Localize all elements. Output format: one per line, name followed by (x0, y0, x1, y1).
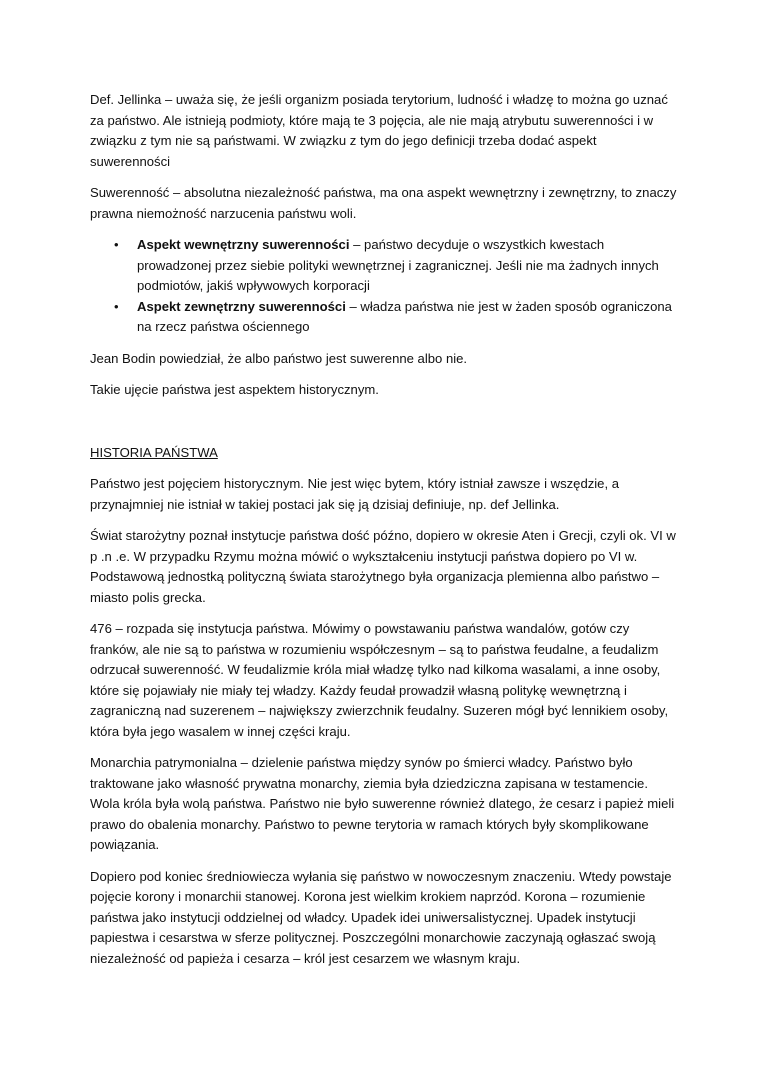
list-item (90, 235, 678, 297)
paragraph-history-4: Monarchia patrymonialna – dzielenie państwa między synów po śmierci władcy. Państwo było traktowane jako własność prywatna monarchy, ziemia była dziedziczna zapisana w testamencie. Wola króla była wolą państwa. Państwo nie było suwerenne również dlatego, że cesarz i papież mieli prawo do obalenia monarchy. Państwo to pewne terytoria w ramach których były skomplikowane powiązania. (90, 755, 675, 852)
bullet-icon: • (114, 237, 119, 252)
section-heading: HISTORIA PAŃSTWA (90, 444, 218, 460)
paragraph-history-2: Świat starożytny poznał instytucje państwa dość późno, dopiero w okresie Aten i Grecji, czyli ok. VI w p .n .e. W przypadku Rzymu można mówić o wykształceniu instytucji państwa dopiero po VI w. Podstawową jednostką polityczną świata starożytnego była organizacja plemienna albo państwo – miasto polis grecka. (90, 528, 676, 605)
list-item-term: Aspekt zewnętrzny suwerenności (137, 298, 346, 314)
list-item-text: – władza państwa nie jest w żaden sposób ograniczona na rzecz państwa ościennego (137, 298, 672, 334)
paragraph-history-3: 476 – rozpada się instytucja państwa. Mówimy o powstawaniu państwa wandalów, gotów czy franków, ale nie są to państwa w rozumieniu współczesnym – są to państwa feudalne, a feudalizm odrzucał suwerenność. W feudalizmie króla miał władzę tylko nad kilkoma wasalami, a inne osoby, które się pojawiały nie miały tej władzy. Każdy feudał prowadził własną politykę wewnętrzną i zagraniczną nad suzerenem – największy zwierzchnik feudalny. Suzeren mógł być lennikiem osoby, która była jego wasalem w innej części kraju. (90, 621, 669, 739)
paragraph-history-5: Dopiero pod koniec średniowiecza wyłania się państwo w nowoczesnym znaczeniu. Wtedy powstaje pojęcie korony i monarchii stanowej. Korona jest wielkim krokiem naprzód. Korona – rozumienie państwa jako instytucji oddzielnej od władcy. Upadek idei uniwersalistycznej. Upadek instytucji papiestwa i cesarstwa w sferze politycznej. Poszczególni monarchowie zaczynają ogłaszać swoją niezależność od papieża i cesarza – król jest cesarzem we własnym kraju. (90, 868, 672, 966)
bullet-icon: • (114, 298, 119, 314)
sovereignty-aspects-list (90, 235, 678, 338)
document-page (90, 90, 678, 980)
list-item-text: – państwo decyduje o wszystkich kwestach prowadzonej przez siebie polityki wewnętrznej i zagranicznej. Jeśli nie ma żadnych innych podmiotów, jakiś wpływowych korporacji (137, 237, 659, 293)
list-item-term: Aspekt wewnętrzny suwerenności (137, 237, 350, 252)
paragraph-sovereignty-definition: Suwerenność – absolutna niezależność państwa, ma ona aspekt wewnętrzny i zewnętrzny, to znaczy prawna niemożność narzucenia państwu woli. (90, 185, 677, 221)
paragraph-history-1: Państwo jest pojęciem historycznym. Nie jest więc bytem, który istniał zawsze i wszędzie, a przynajmniej nie istniał w takiej postaci jak się ją dzisiaj definiuje, np. def Jellinka. (90, 476, 620, 512)
paragraph-bodin: Jean Bodin powiedział, że albo państwo jest suwerenne albo nie. (90, 350, 468, 366)
list-item (90, 297, 678, 338)
paragraph-jellinek-definition: Def. Jellinka – uważa się, że jeśli organizm posiada terytorium, ludność i władzę to można go uznać za państwo. Ale istnieją podmioty, które mają te 3 pojęcia, ale nie mają atrybutu suwerenności i w związku z tym nie są państwami. W związku z tym do jego definicji trzeba dodać aspekt suwerenności (90, 92, 668, 169)
paragraph-historic-aspect: Takie ujęcie państwa jest aspektem historycznym. (90, 382, 379, 397)
